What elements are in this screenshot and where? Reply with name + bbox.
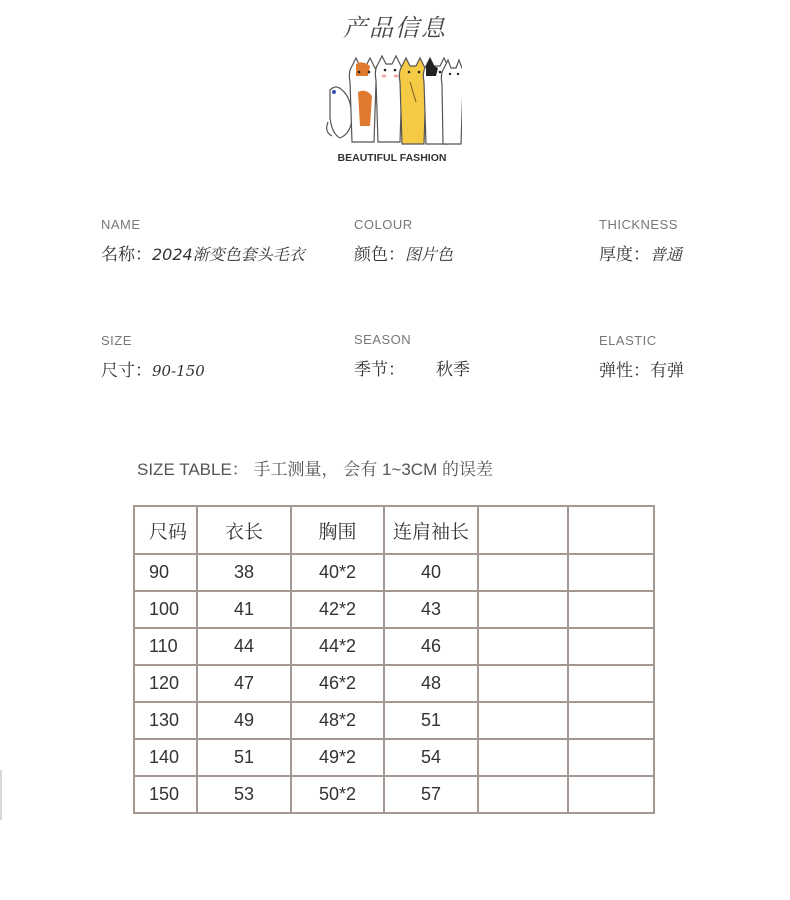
table-cell: 110 (134, 628, 197, 665)
table-cell (568, 591, 654, 628)
info-season (354, 332, 594, 380)
logo-text: BEAUTIFUL FASHION (337, 152, 447, 164)
table-cell (568, 665, 654, 702)
table-cell: 150 (134, 776, 197, 813)
edge-divider (0, 770, 2, 820)
size-table (133, 505, 655, 814)
info-elastic (599, 333, 779, 381)
info-colour-label: 颜色： (354, 245, 405, 265)
header-cell: 衣长 (197, 506, 291, 554)
table-cell (478, 628, 568, 665)
table-cell (568, 702, 654, 739)
table-cell: 46 (384, 628, 478, 665)
table-cell (478, 739, 568, 776)
info-colour-value: 图片色 (405, 245, 454, 264)
table-cell: 48*2 (291, 702, 384, 739)
info-season-value: 秋季 (436, 360, 470, 380)
table-cell (478, 554, 568, 591)
table-cell: 49 (197, 702, 291, 739)
table-cell: 50*2 (291, 776, 384, 813)
table-cell (568, 739, 654, 776)
table-cell (478, 776, 568, 813)
info-season-en: SEASON (354, 332, 412, 347)
info-size (101, 333, 341, 381)
cats-illustration (322, 52, 462, 152)
header-cell: 尺码 (134, 506, 197, 554)
info-name-value: 2024渐变色套头毛衣 (152, 245, 305, 264)
header-cell: 胸围 (291, 506, 384, 554)
info-thickness-en: THICKNESS (599, 217, 678, 232)
info-name-en: NAME (101, 217, 141, 232)
table-cell: 47 (197, 665, 291, 702)
table-cell: 44*2 (291, 628, 384, 665)
table-row (134, 628, 654, 665)
header-cell: 连肩袖长 (384, 506, 478, 554)
info-size-label: 尺寸： (101, 361, 152, 381)
table-cell: 51 (197, 739, 291, 776)
info-name-label: 名称： (101, 245, 152, 265)
table-row (134, 739, 654, 776)
table-row (134, 702, 654, 739)
page-title: 产品信息 (343, 14, 447, 42)
info-elastic-en: ELASTIC (599, 333, 657, 348)
table-cell: 49*2 (291, 739, 384, 776)
table-cell: 53 (197, 776, 291, 813)
info-elastic-value: 有弹 (650, 361, 684, 381)
table-cell: 48 (384, 665, 478, 702)
info-thickness-label: 厚度： (599, 245, 650, 265)
table-cell: 38 (197, 554, 291, 591)
table-cell: 42*2 (291, 591, 384, 628)
table-cell (568, 628, 654, 665)
table-cell: 41 (197, 591, 291, 628)
size-table-heading: SIZE TABLE： 手工测量， 会有 1~3CM 的误差 (137, 460, 493, 479)
info-colour-en: COLOUR (354, 217, 413, 232)
table-cell: 43 (384, 591, 478, 628)
table-cell: 54 (384, 739, 478, 776)
table-cell: 57 (384, 776, 478, 813)
table-cell: 130 (134, 702, 197, 739)
table-row (134, 554, 654, 591)
table-cell (568, 776, 654, 813)
table-cell (478, 702, 568, 739)
table-cell (478, 591, 568, 628)
header-cell (568, 506, 654, 554)
table-row (134, 591, 654, 628)
table-cell: 90 (134, 554, 197, 591)
info-size-value: 90-150 (152, 362, 205, 380)
table-cell: 51 (384, 702, 478, 739)
table-cell: 46*2 (291, 665, 384, 702)
info-thickness-value: 普通 (650, 245, 683, 264)
header-cell (478, 506, 568, 554)
table-cell: 40*2 (291, 554, 384, 591)
table-cell: 100 (134, 591, 197, 628)
brand-logo (322, 52, 462, 172)
size-table-header-row (134, 506, 654, 554)
info-thickness (599, 217, 779, 265)
table-row (134, 776, 654, 813)
table-cell: 40 (384, 554, 478, 591)
table-row (134, 665, 654, 702)
table-cell: 140 (134, 739, 197, 776)
table-cell (568, 554, 654, 591)
info-size-en: SIZE (101, 333, 132, 348)
info-season-label: 季节： (354, 360, 405, 380)
table-cell: 120 (134, 665, 197, 702)
table-cell (478, 665, 568, 702)
info-name (101, 217, 341, 265)
table-cell: 44 (197, 628, 291, 665)
info-elastic-label: 弹性： (599, 361, 650, 381)
info-colour (354, 217, 594, 265)
